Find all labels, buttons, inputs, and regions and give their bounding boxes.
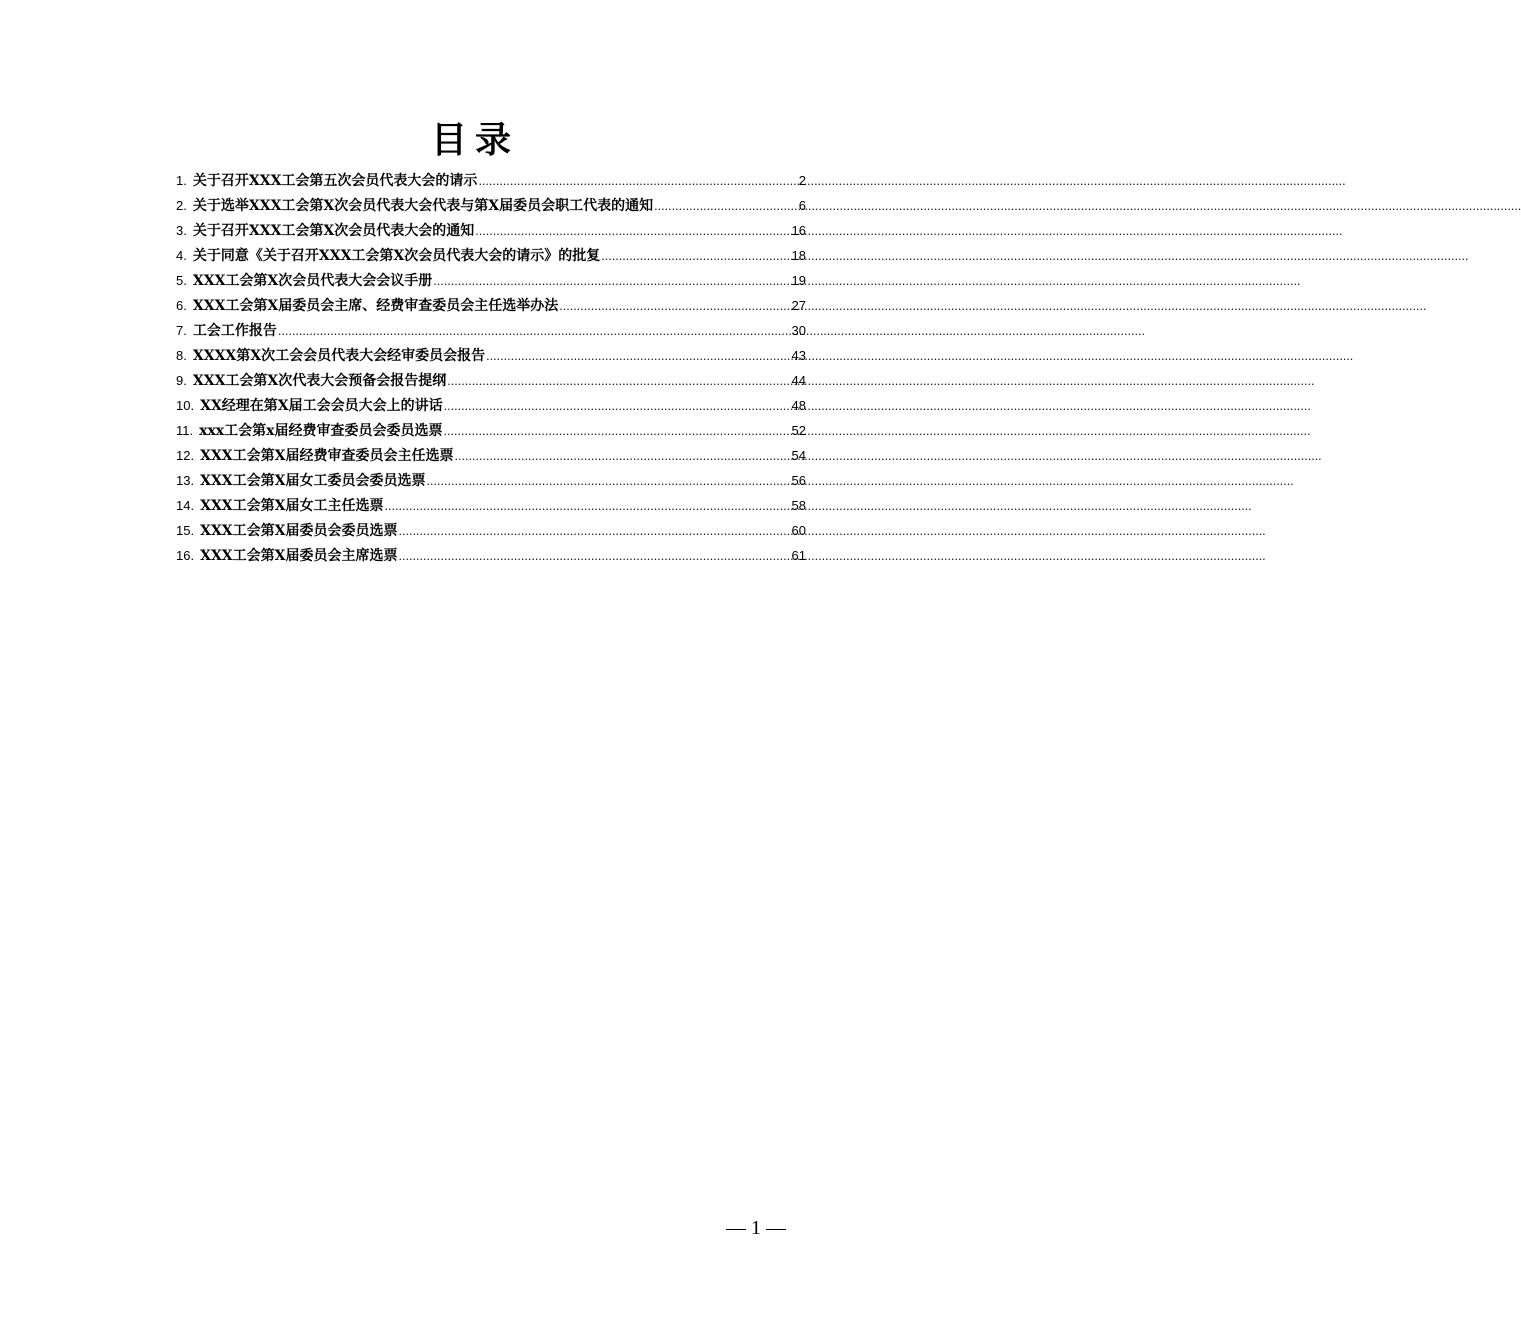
toc-entry[interactable] xyxy=(176,218,806,243)
toc-entry-page: 48 xyxy=(791,398,806,413)
toc-dot-leader xyxy=(447,369,790,394)
toc-entry[interactable] xyxy=(176,243,806,268)
toc-entry-page: 30 xyxy=(791,323,806,338)
toc-entry[interactable] xyxy=(176,518,806,543)
toc-entry-number: 1. xyxy=(176,173,187,188)
page-title: 目录 xyxy=(430,119,519,161)
page-number: — 1 — xyxy=(726,1217,786,1239)
toc-entry[interactable] xyxy=(176,168,806,193)
toc-entry-page: 19 xyxy=(791,273,806,288)
toc-entry[interactable] xyxy=(176,293,806,318)
toc-entry-title[interactable]: 关于选举XXX工会第X次会员代表大会代表与第X届委员会职工代表的通知 xyxy=(192,198,654,214)
table-of-contents xyxy=(176,168,806,568)
toc-entry-title[interactable]: 关于同意《关于召开XXX工会第X次会员代表大会的请示》的批复 xyxy=(192,248,601,264)
toc-entry-title[interactable]: 关于召开XXX工会第X次会员代表大会的通知 xyxy=(192,223,475,239)
toc-entry-title[interactable]: XXX工会第X届委员会主席选票 xyxy=(200,548,398,564)
toc-entry-title[interactable]: XXX工会第X届经费审查委员会主任选票 xyxy=(200,448,454,464)
toc-entry-page: 52 xyxy=(791,423,806,438)
toc-entry[interactable] xyxy=(176,543,806,568)
toc-entry[interactable] xyxy=(176,318,806,343)
toc-entry-number: 13. xyxy=(176,473,195,488)
toc-entry-title[interactable]: XXX工会第X次会员代表大会会议手册 xyxy=(192,273,433,289)
toc-dot-leader xyxy=(427,469,791,494)
toc-dot-leader xyxy=(601,244,790,269)
toc-dot-leader xyxy=(433,269,790,294)
toc-entry-number: 4. xyxy=(176,248,187,263)
toc-entry-title[interactable]: XX经理在第X届工会会员大会上的讲话 xyxy=(200,398,443,414)
toc-entry-page: 43 xyxy=(791,348,806,363)
toc-entry-number: 8. xyxy=(176,348,187,363)
toc-entry-title[interactable]: XXX工会第X届女工委员会委员选票 xyxy=(200,473,426,489)
toc-entry-title[interactable]: xxx工会第x届经费审查委员会委员选票 xyxy=(199,423,443,439)
toc-entry[interactable] xyxy=(176,343,806,368)
toc-entry-page: 54 xyxy=(791,448,806,463)
toc-dot-leader xyxy=(385,494,791,519)
toc-entry-page: 44 xyxy=(791,373,806,388)
toc-dot-leader xyxy=(475,219,790,244)
toc-entry-title[interactable]: 工会工作报告 xyxy=(192,323,277,339)
toc-entry-page: 60 xyxy=(791,523,806,538)
toc-entry[interactable] xyxy=(176,418,806,443)
toc-entry-page: 6 xyxy=(798,198,806,213)
toc-entry-number: 14. xyxy=(176,498,195,513)
toc-entry[interactable] xyxy=(176,493,806,518)
toc-dot-leader xyxy=(444,394,791,419)
toc-entry-page: 18 xyxy=(791,248,806,263)
toc-entry[interactable] xyxy=(176,443,806,468)
toc-entry-title[interactable]: XXX工会第X届女工主任选票 xyxy=(200,498,384,514)
toc-entry-title[interactable]: XXX工会第X次代表大会预备会报告提纲 xyxy=(192,373,447,389)
toc-entry-number: 16. xyxy=(176,548,195,563)
toc-dot-leader xyxy=(399,519,791,544)
toc-entry-number: 2. xyxy=(176,198,187,213)
toc-entry-number: 3. xyxy=(176,223,187,238)
toc-entry-page: 2 xyxy=(798,173,806,188)
toc-entry-number: 6. xyxy=(176,298,187,313)
toc-dot-leader xyxy=(478,169,797,194)
toc-dot-leader xyxy=(278,319,791,344)
toc-dot-leader xyxy=(444,419,791,444)
toc-entry[interactable] xyxy=(176,468,806,493)
toc-entry-title[interactable]: XXX工会第X届委员会主席、经费审查委员会主任选举办法 xyxy=(192,298,559,314)
toc-entry-page: 58 xyxy=(791,498,806,513)
toc-entry[interactable] xyxy=(176,368,806,393)
toc-entry-number: 9. xyxy=(176,373,187,388)
toc-entry[interactable] xyxy=(176,393,806,418)
toc-entry-number: 10. xyxy=(176,398,195,413)
toc-entry-number: 7. xyxy=(176,323,187,338)
toc-dot-leader xyxy=(559,294,790,319)
toc-entry-title[interactable]: 关于召开XXX工会第五次会员代表大会的请示 xyxy=(192,173,478,189)
toc-entry-title[interactable]: XXXX第X次工会会员代表大会经审委员会报告 xyxy=(192,348,486,364)
toc-entry[interactable] xyxy=(176,268,806,293)
toc-entry-page: 16 xyxy=(791,223,806,238)
toc-dot-leader xyxy=(455,444,791,469)
toc-entry-page: 56 xyxy=(791,473,806,488)
toc-entry-number: 15. xyxy=(176,523,195,538)
toc-dot-leader xyxy=(486,344,790,369)
toc-dot-leader xyxy=(654,194,798,219)
toc-entry-number: 5. xyxy=(176,273,187,288)
toc-entry-page: 61 xyxy=(791,548,806,563)
toc-entry-number: 12. xyxy=(176,448,195,463)
toc-dot-leader xyxy=(399,544,791,569)
toc-entry-title[interactable]: XXX工会第X届委员会委员选票 xyxy=(200,523,398,539)
toc-entry-number: 11. xyxy=(176,423,194,438)
toc-entry-page: 27 xyxy=(791,298,806,313)
toc-entry[interactable] xyxy=(176,193,806,218)
